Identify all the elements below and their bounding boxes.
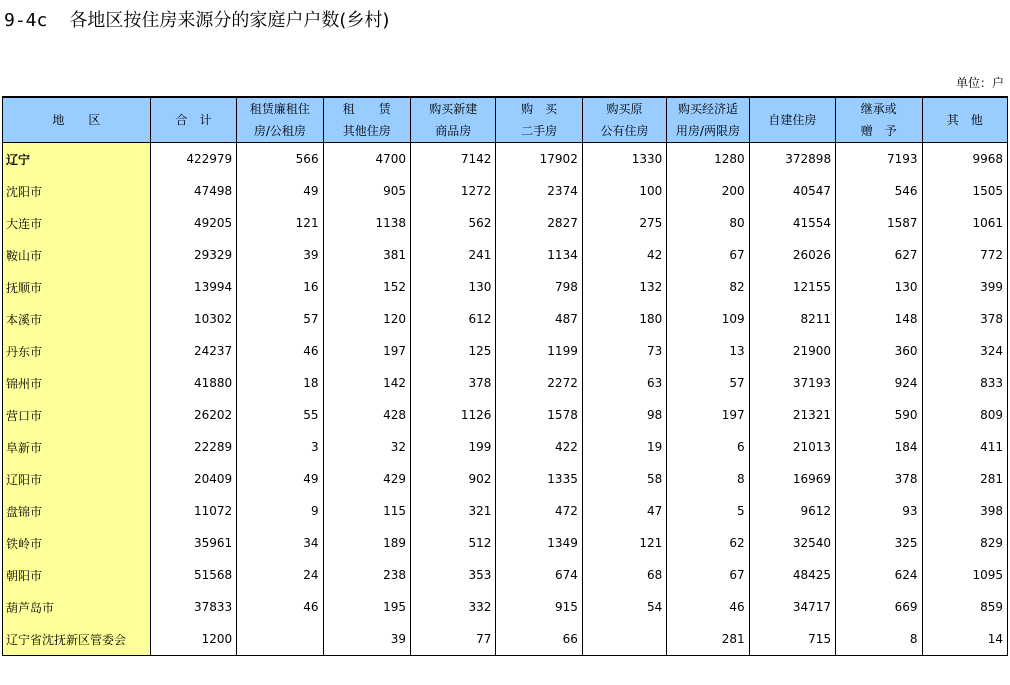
value-cell: 67	[667, 559, 749, 591]
region-cell: 辽宁省沈抚新区管委会	[3, 623, 151, 656]
table-row	[3, 143, 1008, 176]
value-cell: 21321	[749, 399, 835, 431]
value-cell: 197	[323, 335, 410, 367]
table-row	[3, 591, 1008, 623]
table-row	[3, 399, 1008, 431]
region-cell: 鞍山市	[3, 239, 151, 271]
table-row	[3, 239, 1008, 271]
value-cell: 381	[323, 239, 410, 271]
value-cell: 24237	[150, 335, 236, 367]
value-cell: 13	[667, 335, 749, 367]
region-cell: 阜新市	[3, 431, 151, 463]
value-cell: 132	[582, 271, 666, 303]
column-header-line1: 其 他	[946, 113, 983, 127]
value-cell: 49205	[150, 207, 236, 239]
column-header-line2: 赠 予	[860, 124, 897, 138]
value-cell: 8211	[749, 303, 835, 335]
value-cell: 189	[323, 527, 410, 559]
value-cell: 238	[323, 559, 410, 591]
value-cell: 512	[411, 527, 496, 559]
value-cell: 32540	[749, 527, 835, 559]
table-row	[3, 207, 1008, 239]
value-cell: 197	[667, 399, 749, 431]
value-cell: 859	[922, 591, 1008, 623]
table-row	[3, 527, 1008, 559]
column-header-10	[922, 97, 1008, 143]
value-cell: 6	[667, 431, 749, 463]
table-row	[3, 495, 1008, 527]
value-cell: 26026	[749, 239, 835, 271]
data-table	[2, 96, 1008, 656]
column-header-line2: 二手房	[521, 124, 558, 138]
value-cell: 68	[582, 559, 666, 591]
value-cell: 47	[582, 495, 666, 527]
value-cell: 130	[836, 271, 922, 303]
value-cell: 590	[836, 399, 922, 431]
value-cell: 487	[496, 303, 582, 335]
column-header-7	[667, 97, 749, 143]
value-cell: 121	[582, 527, 666, 559]
value-cell: 20409	[150, 463, 236, 495]
table-row	[3, 463, 1008, 495]
table-row	[3, 431, 1008, 463]
region-cell: 铁岭市	[3, 527, 151, 559]
region-cell: 锦州市	[3, 367, 151, 399]
value-cell: 73	[582, 335, 666, 367]
column-header-line1: 购 买	[521, 102, 558, 116]
value-cell: 1578	[496, 399, 582, 431]
value-cell: 472	[496, 495, 582, 527]
value-cell: 9968	[922, 143, 1008, 176]
value-cell: 809	[922, 399, 1008, 431]
value-cell: 98	[582, 399, 666, 431]
column-header-line2: 商品房	[435, 124, 472, 138]
value-cell: 142	[323, 367, 410, 399]
column-header-5	[496, 97, 582, 143]
value-cell: 399	[922, 271, 1008, 303]
value-cell: 1505	[922, 175, 1008, 207]
page-title	[4, 6, 389, 32]
value-cell: 241	[411, 239, 496, 271]
value-cell: 1272	[411, 175, 496, 207]
value-cell: 325	[836, 527, 922, 559]
value-cell: 40547	[749, 175, 835, 207]
region-cell: 营口市	[3, 399, 151, 431]
value-cell: 411	[922, 431, 1008, 463]
table-row	[3, 335, 1008, 367]
unit-label: 单位：户	[955, 76, 1004, 90]
value-cell: 915	[496, 591, 582, 623]
value-cell: 378	[411, 367, 496, 399]
column-header-9	[836, 97, 922, 143]
value-cell: 829	[922, 527, 1008, 559]
table-body	[3, 143, 1008, 656]
value-cell: 8	[667, 463, 749, 495]
value-cell: 624	[836, 559, 922, 591]
value-cell: 429	[323, 463, 410, 495]
value-cell: 674	[496, 559, 582, 591]
header-row	[3, 97, 1008, 143]
value-cell: 49	[237, 175, 323, 207]
region-cell: 丹东市	[3, 335, 151, 367]
value-cell: 798	[496, 271, 582, 303]
value-cell: 21013	[749, 431, 835, 463]
value-cell	[237, 623, 323, 656]
value-cell: 924	[836, 367, 922, 399]
value-cell: 24	[237, 559, 323, 591]
value-cell: 428	[323, 399, 410, 431]
value-cell: 16969	[749, 463, 835, 495]
value-cell: 7142	[411, 143, 496, 176]
value-cell: 55	[237, 399, 323, 431]
value-cell: 372898	[749, 143, 835, 176]
value-cell: 152	[323, 271, 410, 303]
table-row	[3, 559, 1008, 591]
region-cell: 本溪市	[3, 303, 151, 335]
column-header-0	[3, 97, 151, 143]
column-header-8	[749, 97, 835, 143]
column-header-line1: 自建住房	[768, 113, 817, 127]
value-cell: 378	[922, 303, 1008, 335]
value-cell: 148	[836, 303, 922, 335]
value-cell: 80	[667, 207, 749, 239]
value-cell: 32	[323, 431, 410, 463]
value-cell: 21900	[749, 335, 835, 367]
value-cell: 34717	[749, 591, 835, 623]
value-cell: 93	[836, 495, 922, 527]
value-cell: 7193	[836, 143, 922, 176]
value-cell: 275	[582, 207, 666, 239]
value-cell: 34	[237, 527, 323, 559]
column-header-line2: 其他住房	[342, 124, 391, 138]
value-cell: 1330	[582, 143, 666, 176]
value-cell: 669	[836, 591, 922, 623]
value-cell: 109	[667, 303, 749, 335]
value-cell: 398	[922, 495, 1008, 527]
value-cell: 332	[411, 591, 496, 623]
value-cell: 48425	[749, 559, 835, 591]
value-cell: 39	[323, 623, 410, 656]
value-cell: 566	[237, 143, 323, 176]
value-cell: 422979	[150, 143, 236, 176]
value-cell: 321	[411, 495, 496, 527]
value-cell: 67	[667, 239, 749, 271]
value-cell: 281	[667, 623, 749, 656]
value-cell: 13994	[150, 271, 236, 303]
column-header-1	[150, 97, 236, 143]
table-code: 9-4c	[4, 10, 48, 31]
value-cell: 833	[922, 367, 1008, 399]
value-cell: 905	[323, 175, 410, 207]
value-cell: 5	[667, 495, 749, 527]
value-cell: 1095	[922, 559, 1008, 591]
value-cell: 180	[582, 303, 666, 335]
value-cell: 35961	[150, 527, 236, 559]
value-cell: 47498	[150, 175, 236, 207]
value-cell: 11072	[150, 495, 236, 527]
column-header-line2: 用房/两限房	[675, 124, 740, 138]
value-cell: 4700	[323, 143, 410, 176]
value-cell: 57	[237, 303, 323, 335]
value-cell: 1335	[496, 463, 582, 495]
value-cell: 1200	[150, 623, 236, 656]
value-cell: 1280	[667, 143, 749, 176]
value-cell: 1126	[411, 399, 496, 431]
value-cell: 199	[411, 431, 496, 463]
value-cell: 18	[237, 367, 323, 399]
value-cell: 14	[922, 623, 1008, 656]
value-cell: 546	[836, 175, 922, 207]
value-cell: 12155	[749, 271, 835, 303]
value-cell: 54	[582, 591, 666, 623]
column-header-line1: 购买原	[606, 102, 643, 116]
value-cell: 42	[582, 239, 666, 271]
column-header-line1: 购买新建	[429, 102, 478, 116]
value-cell: 37193	[749, 367, 835, 399]
column-header-line2: 房/公租房	[253, 124, 306, 138]
region-cell: 辽宁	[3, 143, 151, 176]
region-cell: 盘锦市	[3, 495, 151, 527]
value-cell: 9612	[749, 495, 835, 527]
region-cell: 大连市	[3, 207, 151, 239]
value-cell: 29329	[150, 239, 236, 271]
value-cell: 360	[836, 335, 922, 367]
value-cell: 715	[749, 623, 835, 656]
table-row	[3, 175, 1008, 207]
value-cell: 39	[237, 239, 323, 271]
value-cell: 1587	[836, 207, 922, 239]
value-cell	[582, 623, 666, 656]
column-header-line1: 租 赁	[342, 102, 391, 116]
value-cell: 1138	[323, 207, 410, 239]
value-cell: 324	[922, 335, 1008, 367]
table-row	[3, 367, 1008, 399]
value-cell: 9	[237, 495, 323, 527]
column-header-line1: 地 区	[52, 113, 101, 127]
value-cell: 353	[411, 559, 496, 591]
column-header-line1: 购买经济适	[677, 102, 738, 116]
value-cell: 195	[323, 591, 410, 623]
value-cell: 63	[582, 367, 666, 399]
value-cell: 422	[496, 431, 582, 463]
table-title-text: 各地区按住房来源分的家庭户户数(乡村)	[69, 10, 390, 31]
value-cell: 22289	[150, 431, 236, 463]
region-cell: 辽阳市	[3, 463, 151, 495]
value-cell: 8	[836, 623, 922, 656]
column-header-line1: 继承或	[860, 102, 897, 116]
column-header-line2: 公有住房	[600, 124, 649, 138]
value-cell: 772	[922, 239, 1008, 271]
value-cell: 121	[237, 207, 323, 239]
value-cell: 10302	[150, 303, 236, 335]
value-cell: 41880	[150, 367, 236, 399]
region-cell: 沈阳市	[3, 175, 151, 207]
value-cell: 3	[237, 431, 323, 463]
value-cell: 51568	[150, 559, 236, 591]
value-cell: 1061	[922, 207, 1008, 239]
column-header-3	[323, 97, 410, 143]
column-header-6	[582, 97, 666, 143]
value-cell: 184	[836, 431, 922, 463]
region-cell: 朝阳市	[3, 559, 151, 591]
value-cell: 26202	[150, 399, 236, 431]
value-cell: 17902	[496, 143, 582, 176]
region-cell: 抚顺市	[3, 271, 151, 303]
value-cell: 62	[667, 527, 749, 559]
value-cell: 125	[411, 335, 496, 367]
value-cell: 2272	[496, 367, 582, 399]
value-cell: 120	[323, 303, 410, 335]
column-header-2	[237, 97, 323, 143]
value-cell: 82	[667, 271, 749, 303]
column-header-4	[411, 97, 496, 143]
value-cell: 612	[411, 303, 496, 335]
table-row	[3, 623, 1008, 656]
value-cell: 46	[237, 335, 323, 367]
value-cell: 49	[237, 463, 323, 495]
value-cell: 1199	[496, 335, 582, 367]
value-cell: 281	[922, 463, 1008, 495]
value-cell: 66	[496, 623, 582, 656]
value-cell: 130	[411, 271, 496, 303]
value-cell: 1134	[496, 239, 582, 271]
value-cell: 77	[411, 623, 496, 656]
value-cell: 627	[836, 239, 922, 271]
column-header-line1: 合 计	[175, 113, 212, 127]
value-cell: 115	[323, 495, 410, 527]
value-cell: 2374	[496, 175, 582, 207]
value-cell: 902	[411, 463, 496, 495]
region-cell: 葫芦岛市	[3, 591, 151, 623]
value-cell: 19	[582, 431, 666, 463]
value-cell: 57	[667, 367, 749, 399]
value-cell: 58	[582, 463, 666, 495]
value-cell: 378	[836, 463, 922, 495]
table-row	[3, 271, 1008, 303]
value-cell: 1349	[496, 527, 582, 559]
table-row	[3, 303, 1008, 335]
column-header-line1: 租赁廉租住	[249, 102, 310, 116]
value-cell: 100	[582, 175, 666, 207]
value-cell: 200	[667, 175, 749, 207]
value-cell: 37833	[150, 591, 236, 623]
value-cell: 46	[667, 591, 749, 623]
value-cell: 46	[237, 591, 323, 623]
value-cell: 41554	[749, 207, 835, 239]
value-cell: 16	[237, 271, 323, 303]
value-cell: 562	[411, 207, 496, 239]
value-cell: 2827	[496, 207, 582, 239]
